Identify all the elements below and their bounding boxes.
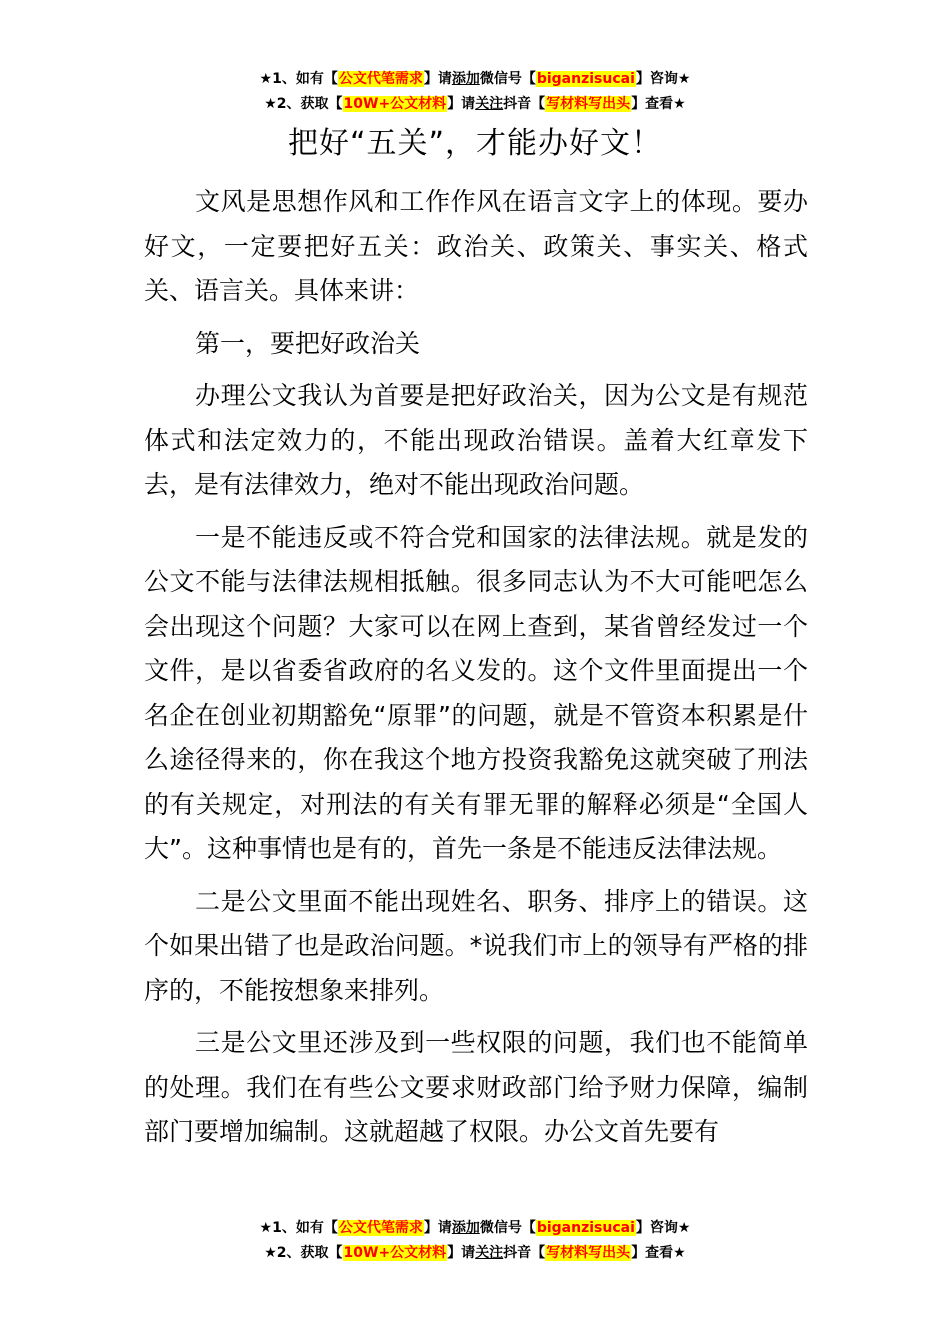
banner-text: 微信号【 [479, 1220, 536, 1236]
banner-text: ★1、如有【 [259, 71, 338, 87]
banner-emphasis: 关注 [475, 1245, 504, 1261]
banner-highlight: 10W+公文材料 [343, 1245, 447, 1261]
intro-paragraph: 文风是思想作风和工作作风在语言文字上的体现。要办好文，一定要把好五关：政治关、政策关、事实关、格式关、语言关。具体来讲： [144, 187, 808, 305]
banner-line-1 [0, 67, 950, 92]
banner-line-1 [0, 1216, 950, 1241]
banner-highlight: 公文代笔需求 [338, 71, 423, 87]
document-title: 把好“五关”，才能办好文！ [287, 126, 663, 161]
banner-text: 】咨询★ [635, 71, 691, 87]
banner-text: ★1、如有【 [259, 1220, 338, 1236]
banner-emphasis: 添加 [451, 71, 480, 87]
banner-highlight: 10W+公文材料 [343, 96, 447, 112]
banner-text: 】请 [447, 1245, 476, 1261]
banner-highlight: 公文代笔需求 [338, 1220, 423, 1236]
banner-line-2 [0, 1241, 950, 1266]
document-body [144, 180, 808, 1163]
body-paragraph: 三是公文里还涉及到一些权限的问题，我们也不能简单的处理。我们在有些公文要求财政部门给予财力保障，编制部门要增加编制。这就超越了权限。办公文首先要有 [144, 1028, 808, 1146]
section-heading: 第一，要把好政治关 [195, 328, 421, 358]
body-paragraph: 一是不能违反或不符合党和国家的法律法规。就是发的公文不能与法律法规相抵触。很多同志认为不大可能吧怎么会出现这个问题？大家可以在网上查到，某省曾经发过一个文件，是以省委省政府的名义发的。这个文件里面提出一个名企在创业初期豁免“原罪”的问题，就是不管资本积累是什么途径得来的，你在我这个地方投资我豁免这就突破了刑法的有关规定，对刑法的有关有罪无罪的解释必须是“全国人大”。这种事情也是有的，首先一条是不能违反法律法规。 [144, 522, 808, 863]
banner-text: 】查看★ [631, 96, 686, 112]
banner-text: 】查看★ [631, 1245, 686, 1261]
body-paragraph: 二是公文里面不能出现姓名、职务、排序上的错误。这个如果出错了也是政治问题。*说我们市上的领导有严格的排序的，不能按想象来排列。 [144, 886, 808, 1005]
banner-text: 】咨询★ [635, 1220, 691, 1236]
header-banner [0, 67, 950, 117]
banner-text: 微信号【 [479, 71, 536, 87]
banner-text: 】请 [447, 96, 476, 112]
banner-text: ★2、获取【 [264, 96, 343, 112]
banner-text: 】请 [423, 71, 452, 87]
banner-text: 抖音【 [503, 96, 546, 112]
banner-highlight-wechat-id: biganzisucai [536, 71, 635, 87]
banner-highlight-douyin-name: 写材料写出头 [546, 96, 631, 112]
banner-text: 】请 [423, 1220, 452, 1236]
banner-line-2 [0, 92, 950, 117]
banner-text: ★2、获取【 [264, 1245, 343, 1261]
banner-highlight-douyin-name: 写材料写出头 [546, 1245, 631, 1261]
footer-banner [0, 1216, 950, 1266]
banner-text: 抖音【 [503, 1245, 546, 1261]
body-paragraph: 办理公文我认为首要是把好政治关，因为公文是有规范体式和法定效力的，不能出现政治错误。盖着大红章发下去，是有法律效力，绝对不能出现政治问题。 [144, 381, 808, 499]
banner-highlight-wechat-id: biganzisucai [536, 1220, 635, 1236]
banner-emphasis: 关注 [475, 96, 504, 112]
banner-emphasis: 添加 [451, 1220, 480, 1236]
